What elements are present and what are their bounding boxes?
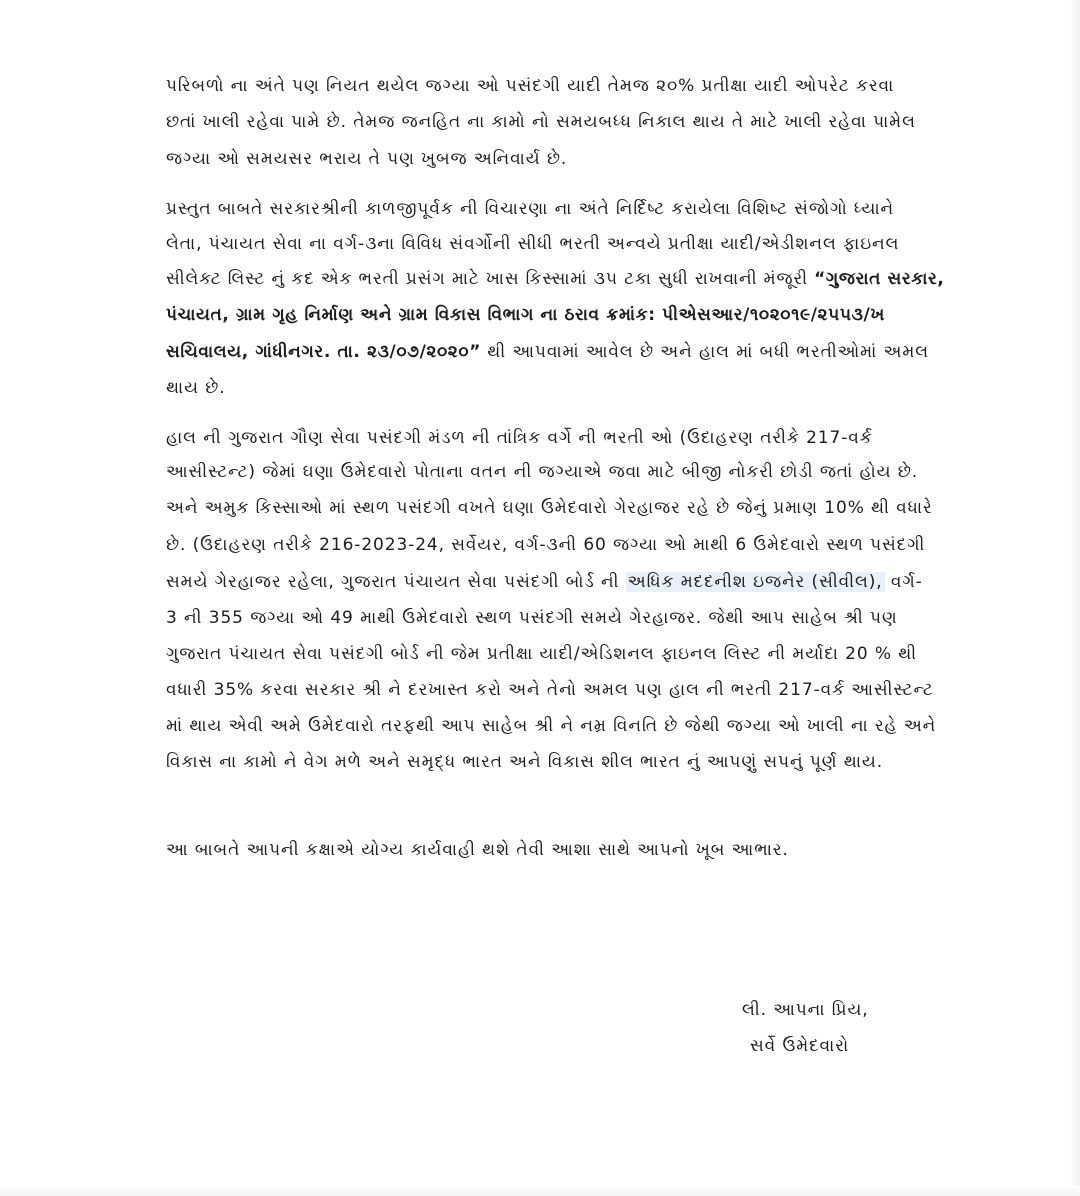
page-edge-shadow-bottom (0, 1186, 1080, 1196)
paragraph-3-line-5 (166, 571, 923, 593)
paragraph-2-line-6: થાય છે. (166, 378, 226, 398)
paragraph-3-line-7: ગુજરાત પંચાયત સેવા પસંદગી બોર્ડ ની જેમ પ્રતીક્ષા યાદી/એડિશનલ ફાઇનલ લિસ્ટ ની મર્યાદા 20 % થી (166, 644, 918, 664)
signature-name: સર્વે ઉમેદવારો (750, 1036, 850, 1056)
paragraph-2-line-3 (166, 268, 944, 290)
paragraph-3-line-1: હાલ ની ગુજરાત ગૌણ સેવા પસંદગી મંડળ ની તાંત્રિક વર્ગે ની ભરતી ઓ (ઉદાહરણ તરીકે 217-વર્ક (166, 428, 873, 448)
paragraph-3-line-5-start: સમયે ગેરહાજર રહેલા, ગુજરાત પંચાયત સેવા પસંદગી બોર્ડ ની (166, 572, 626, 592)
paragraph-1-line-2: છતાં ખાલી રહેવા પામે છે. તેમજ જનહિત ના કામો નો સમયબધ્ધ નિકાલ થાય તે માટે ખાલી રહેવા પામેલ (166, 112, 916, 132)
paragraph-2-line-5 (166, 341, 929, 363)
paragraph-3-line-3: અને અમુક કિસ્સાઓ માં સ્થળ પસંદગી વખતે ઘણા ઉમેદવારો ગેરહાજર રહે છે જેનું પ્રમાણ 10% થી વધારે (166, 498, 933, 518)
resolution-reference-end: સચિવાલય, ગાંધીનગર. તા. ૨૩/૦૭/૨૦૨૦” (166, 342, 481, 362)
paragraph-2-line-2: લેતા, પંચાયત સેવા ના વર્ગ-૩ના વિવિધ સંવર્ગોની સીધી ભરતી અન્વયે પ્રતીક્ષા યાદી/એડીશનલ ફાઇનલ (166, 234, 900, 254)
paragraph-3-line-4: છે. (ઉદાહરણ તરીકે 216-2023-24, સર્વેયર, વર્ગ-૩ની 60 જગ્યા ઓ માથી 6 ઉમેદવારો સ્થળ પસંદગી (166, 535, 926, 555)
paragraph-2-line-5-text: થી આપવામાં આવેલ છે અને હાલ માં બધી ભરતીઓમાં અમલ (480, 342, 929, 362)
resolution-reference-start: “ગુજરાત સરકાર, (814, 269, 945, 289)
paragraph-1-line-3: જગ્યા ઓ સમયસર ભરાય તે પણ ખુબજ અનિવાર્ય છે. (166, 149, 568, 169)
page-edge-shadow-right (1070, 0, 1080, 1196)
closing-line: આ બાબતે આપની કક્ષાએ યોગ્ય કાર્યવાહી થશે તેવી આશા સાથે આપનો ખૂબ આભાર. (166, 840, 789, 860)
paragraph-1-line-1: પરિબળો ના અંતે પણ નિયત થયેલ જગ્યા ઓ પસંદગી યાદી તેમજ ૨૦% પ્રતીક્ષા યાદી ઓપરેટ કરવા (166, 76, 895, 96)
paragraph-3-line-2: આસીસ્ટન્ટ) જેમાં ઘણા ઉમેદવારો પોતાના વતન ની જગ્યાએ જવા માટે બીજી નોકરી છોડી જતાં હોય છે. (166, 462, 919, 482)
paragraph-3-line-8: વધારી 35% કરવા સરકાર શ્રી ને દરખાસ્ત કરો અને તેનો અમલ પણ હાલ ની ભરતી 217-વર્ક આસીસ્ટન્ટ (166, 680, 934, 700)
paragraph-3-line-6: 3 ની 355 જગ્યા ઓ 49 માથી ઉમેદવારો સ્થળ પસંદગી સમયે ગેરહાજર. જેથી આપ સાહેબ શ્રી પણ (166, 608, 898, 628)
signature-salutation: લી. આપના પ્રિય, (742, 1000, 869, 1020)
paragraph-3-line-5-end: વર્ગ- (884, 572, 923, 592)
paragraph-3-line-9: માં થાય એવી અમે ઉમેદવારો તરફથી આપ સાહેબ શ્રી ને નમ્ર વિનતિ છે જેથી જગ્યા ઓ ખાલી ના રહે અને (166, 716, 937, 736)
paragraph-2-line-3-text: સીલેક્ટ લિસ્ટ નું કદ એક ભરતી પ્રસંગ માટે ખાસ કિસ્સામાં ૩૫ ટકા સુધી રાખવાની મંજૂરી (166, 269, 815, 289)
paragraph-3-line-10: વિકાસ ના કામો ને વેગ મળે અને સમૃદ્ધ ભારત અને વિકાસ શીલ ભારત નું આપણું સપનું પૂર્ણ થાય. (166, 752, 884, 772)
paragraph-2-line-1: પ્રસ્તુત બાબતે સરકારશ્રીની કાળજીપૂર્વક ની વિચારણા ના અંતે નિર્દિષ્ટ કરાયેલા વિશિષ્ટ સંજોગો ધ્યાને (166, 199, 895, 219)
highlighted-text: અધિક મદદનીશ ઇજનેર (સીવીલ), (627, 572, 883, 592)
resolution-reference: પંચાયત, ગ્રામ ગૃહ નિર્માણ અને ગ્રામ વિકાસ વિભાગ ના ઠરાવ ક્રમાંક: પીએસઆર/૧૦૨૦૧૯/૨૫૫૩/ખ (166, 305, 885, 325)
